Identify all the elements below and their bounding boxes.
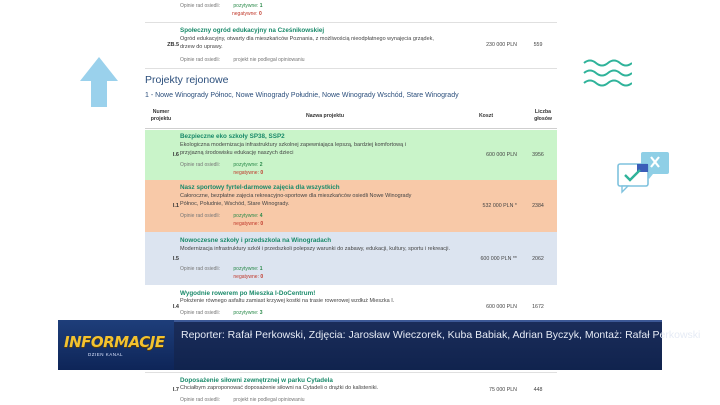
logo-text: INFORMACJE <box>64 333 165 351</box>
project-votes: 3956 <box>532 152 544 158</box>
project-cost: 600 000 PLN <box>486 304 517 310</box>
opinions: Opinie rad osiedli: pozytywne: 1 negatywne: 0 <box>180 266 264 280</box>
opinions: Opinie rad osiedli: pozytywne: 3 <box>180 310 263 316</box>
project-votes: 2062 <box>532 256 544 262</box>
header-votes: Liczba głosów <box>534 109 552 122</box>
opinions: Opinie rad osiedli: pozytywne: 2 negatywne: 0 <box>180 162 264 176</box>
arrow-up-icon <box>80 57 118 107</box>
project-votes: 2384 <box>532 203 544 209</box>
project-number: I.5 <box>172 256 179 262</box>
table-header <box>145 107 557 129</box>
header-cost: Koszt <box>478 113 494 119</box>
project-cost: 600 000 PLN ** <box>480 256 517 262</box>
opinions: Opinie rad osiedli: projekt nie podlegał opiniowaniu <box>180 397 305 403</box>
table-row <box>145 373 557 405</box>
table-row <box>145 180 557 232</box>
project-title[interactable]: Nasz sportowy fyrtel-darmowe zajęcia dla wszystkich <box>180 184 340 191</box>
waves-icon <box>582 57 632 89</box>
project-title[interactable]: Doposażenie siłowni zewnętrznej w parku Cytadela <box>180 377 333 384</box>
project-number: ZB.5 <box>167 42 179 48</box>
logo-subtext: DZIEN KANAL <box>88 352 124 357</box>
prev-row-opinions: Opinie rad osiedli: pozytywne: 1 <box>180 3 263 9</box>
project-number: I.6 <box>172 152 179 158</box>
project-title[interactable]: Wygodnie rowerem po Mieszka I-DoCentrum! <box>180 290 316 297</box>
project-number: I.7 <box>172 387 179 393</box>
header-number: Numer projektu <box>150 109 172 122</box>
tv-channel-logo <box>58 320 174 370</box>
project-description: Położenie równego asfaltu zamiast krzywej kostki na trasie rowerowej wzdłuż Mieszka I. <box>180 298 395 304</box>
project-description: Chciałbym zaproponować doposażenie siłowni na Cytadeli o drążki do kalisteniki. <box>180 385 379 391</box>
table-row <box>145 130 557 180</box>
project-cost: 230 000 PLN <box>486 42 517 48</box>
chat-check-icon <box>615 148 671 194</box>
project-description: Całoroczne, bezpłatne zajęcia rekreacyjno-sportowe dla mieszkańców osiedli Nowe Winogrady Północ, Południe, Wschód, Stare Winogrady. <box>180 193 412 207</box>
project-votes: 448 <box>533 387 543 393</box>
project-votes: 559 <box>533 42 543 48</box>
table-row <box>145 23 557 68</box>
district-heading: 1 - Nowe Winogrady Północ, Nowe Winogrady Południe, Nowe Winogrady Wschód, Stare Winogrady <box>145 92 459 99</box>
prev-row-opinions-negative: negatywne: 0 <box>232 11 262 17</box>
opinions: Opinie rad osiedli: projekt nie podlegał opiniowaniu <box>180 57 305 63</box>
project-votes: 1672 <box>532 304 544 310</box>
project-title[interactable]: Nowoczesne szkoły i przedszkola na Winogradach <box>180 237 332 244</box>
project-cost: 532 000 PLN * <box>482 203 517 209</box>
table-row <box>145 232 557 285</box>
table-row <box>145 285 557 320</box>
project-number: I.4 <box>172 304 179 310</box>
header-name: Nazwa projektu <box>305 113 345 119</box>
opinions: Opinie rad osiedli: pozytywne: 4 negatywne: 0 <box>180 213 264 227</box>
project-cost: 75 000 PLN <box>489 387 517 393</box>
project-description: Ekologiczna modernizacja infrastruktury szkolnej zapewniająca lepszą, bardziej komfortową i przyjazną środowisku edukację naszych dzieci <box>180 142 406 156</box>
project-title[interactable]: Społeczny ogród edukacyjny na Cześnikowskiej <box>180 27 325 34</box>
tv-caption-highlight <box>174 320 662 322</box>
tv-credits: Reporter: Rafał Perkowski, Zdjęcia: Jarosław Wieczorek, Kuba Babiak, Adrian Byczyk, Montaż: Rafał Perkowski <box>181 329 701 341</box>
section-title: Projekty rejonowe <box>145 74 229 86</box>
project-description: Ogród edukacyjny, otwarty dla mieszkańców Poznania, z możliwością nieodpłatnego wynajęcia grządek, drzew do uprawy. <box>180 36 434 50</box>
project-description: Modernizacja infrastruktury szkół i przedszkoli polepszy warunki do zabawy, edukacji, kultury, sportu i rekreacji. <box>180 246 451 252</box>
project-cost: 600 000 PLN <box>486 152 517 158</box>
project-title[interactable]: Bezpieczne eko szkoły SP38, SSP2 <box>180 133 285 140</box>
project-number: I.1 <box>172 203 179 209</box>
